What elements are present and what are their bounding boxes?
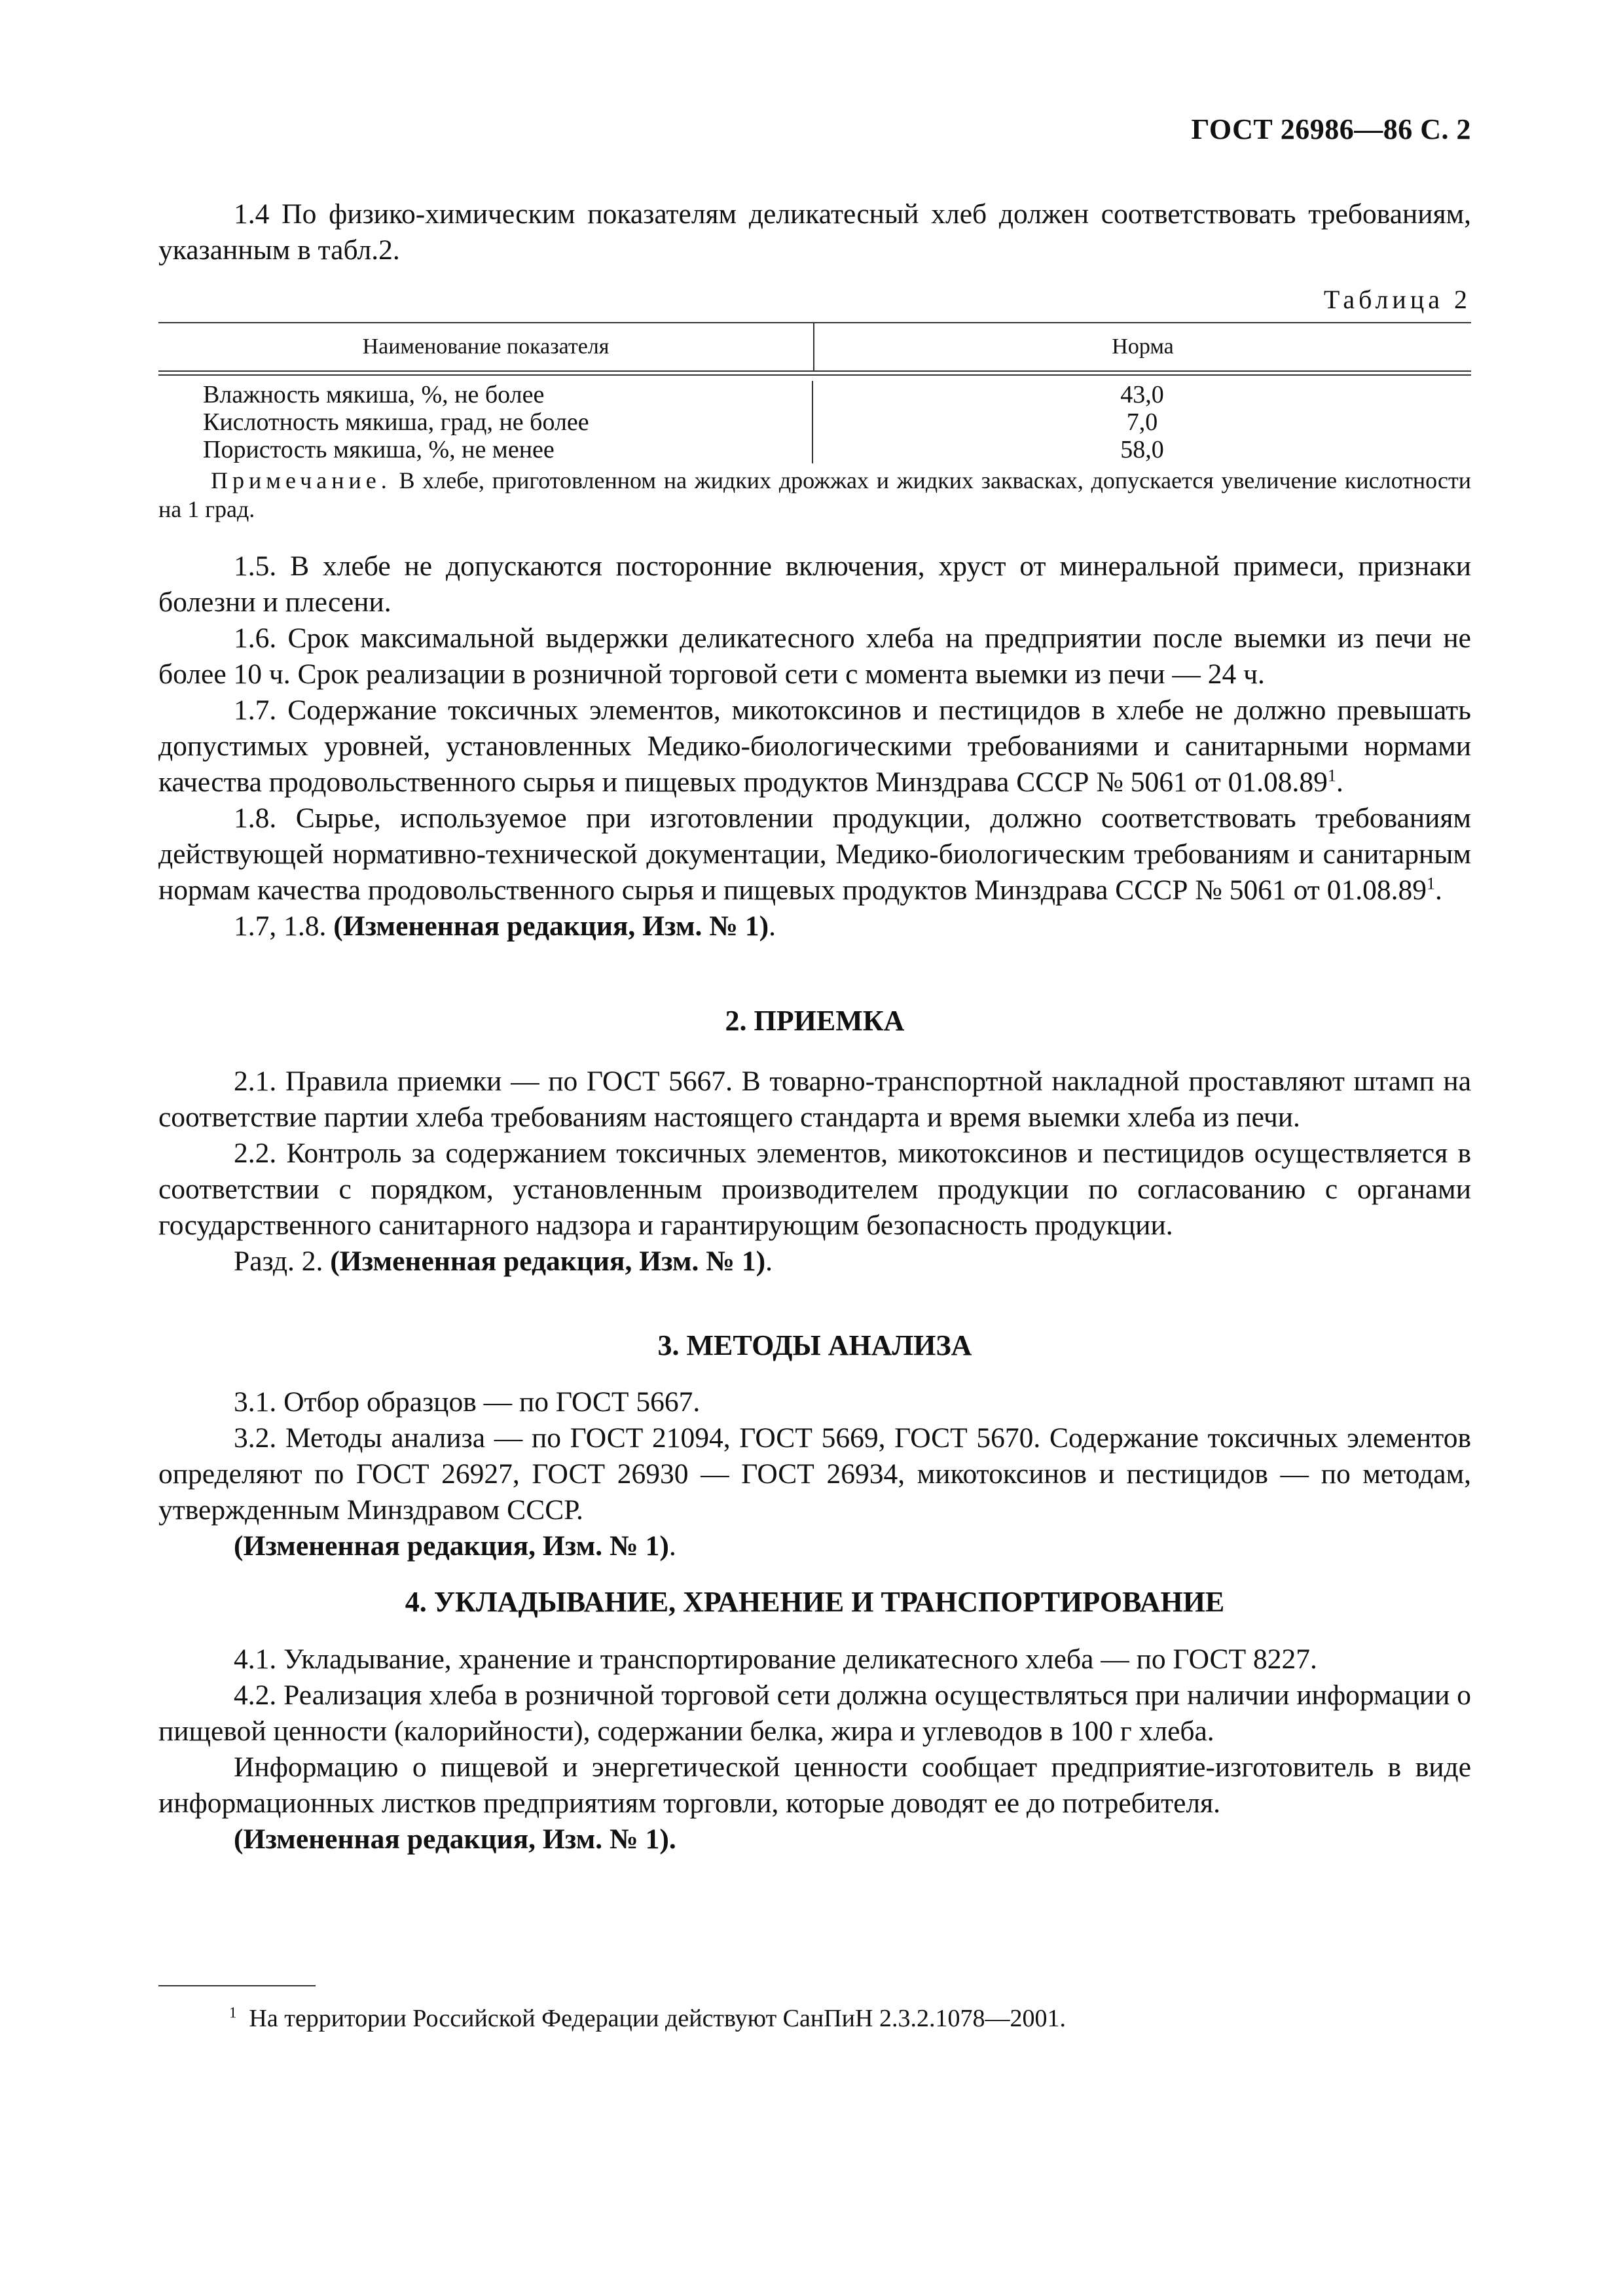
amendment-note bbox=[158, 1821, 1471, 1857]
section-3-title: 3. МЕТОДЫ АНАЛИЗА bbox=[657, 1329, 972, 1361]
table-row-value: 58,0 bbox=[1120, 436, 1164, 463]
section-3-body bbox=[158, 1384, 1471, 1564]
footnote-text: На территории Российской Федерации действуют СанПиН 2.3.2.1078—2001. bbox=[249, 2005, 1066, 2032]
section-2-body bbox=[158, 1064, 1471, 1280]
note-text: В хлебе, приготовленном на жидких дрожжах и жидких заквасках, допускается увеличение кислотности на 1 град. bbox=[158, 467, 1471, 522]
section-2-title: 2. ПРИЕМКА bbox=[725, 1005, 905, 1037]
section-1-body bbox=[158, 548, 1471, 944]
amendment-suffix: . bbox=[765, 1246, 773, 1277]
table-header-row bbox=[158, 323, 1471, 372]
paragraph-1-7-text: 1.7. Содержание токсичных элементов, микотоксинов и пестицидов в хлебе не должно превышать допустимых уровней, установленных Медико-биологическими требованиями и санитарными нормами качества продовольственного сырья и пищевых продуктов Минздрава СССР № 5061 от 01.08.89 bbox=[158, 694, 1471, 798]
amendment-bold: (Измененная редакция, Изм. № 1) bbox=[333, 910, 769, 942]
footnote-rule bbox=[158, 1985, 316, 1986]
section-4-title: 4. УКЛАДЫВАНИЕ, ХРАНЕНИЕ И ТРАНСПОРТИРОВАНИЕ bbox=[405, 1586, 1225, 1618]
table-row-name: Кислотность мякиша, град, не более bbox=[203, 408, 589, 436]
table-note bbox=[158, 466, 1471, 524]
paragraph-1-7: 1.7. Содержание токсичных элементов, микотоксинов и пестицидов в хлебе не должно превышать допустимых уровней, установленных Медико-биологическими требованиями и санитарными нормами качества продовольственного сырья и пищевых продуктов Минздрава СССР № 5061 от 01.08.89$^1$. bbox=[158, 694, 1471, 798]
paragraph-1-5: 1.5. В хлебе не допускаются посторонние включения, хруст от минеральной примеси, признаки болезни и плесени. bbox=[158, 550, 1471, 618]
page-header: ГОСТ 26986—86 С. 2 bbox=[1191, 113, 1471, 145]
footnote-ref: 1 bbox=[1426, 874, 1435, 893]
paragraph-1-4: 1.4 По физико-химическим показателям деликатесный хлеб должен соответствовать требованиям, указанным в табл.2. bbox=[158, 198, 1471, 266]
table-names-column bbox=[158, 381, 813, 463]
amendment-bold: (Измененная редакция, Изм. № 1) bbox=[330, 1246, 766, 1277]
note-label: Примечание. bbox=[211, 467, 392, 493]
table-row-value: 43,0 bbox=[1120, 381, 1164, 408]
paragraph-1-8-text: 1.8. Сырье, используемое при изготовлении продукции, должно соответствовать требованиям действующей нормативно-технической документации, Медико-биологическим требованиям и санитарным нормам качества продовольственного сырья и пищевых продуктов Минздрава СССР № 5061 от 01.08.89 bbox=[158, 802, 1471, 906]
paragraph-2-2: 2.2. Контроль за содержанием токсичных элементов, микотоксинов и пестицидов осуществляется в соответствии с порядком, установленным производителем продукции по согласованию с органами государственного санитарного надзора и гарантирующим безопасность продукции. bbox=[158, 1138, 1471, 1241]
table-header-name: Наименование показателя bbox=[158, 323, 814, 370]
footnote-ref: 1 bbox=[1327, 766, 1336, 785]
paragraph-3-1: 3.1. Отбор образцов — по ГОСТ 5667. bbox=[234, 1386, 701, 1418]
footnote-mark: 1 bbox=[229, 2004, 237, 2021]
table-2 bbox=[158, 322, 1471, 463]
amendment-bold: (Измененная редакция, Изм. № 1) bbox=[234, 1530, 669, 1562]
amendment-prefix: 1.7, 1.8. bbox=[234, 910, 334, 942]
section-2 bbox=[158, 1003, 1471, 1039]
table-values-column bbox=[813, 381, 1471, 463]
paragraph-4-2: 4.2. Реализация хлеба в розничной торговой сети должна осуществляться при наличии информации о пищевой ценности (калорийности), содержании белка, жира и углеводов в 100 г хлеба. bbox=[158, 1679, 1471, 1747]
amendment-note bbox=[158, 1528, 1471, 1564]
paragraph-3-2: 3.2. Методы анализа — по ГОСТ 21094, ГОСТ 5669, ГОСТ 5670. Содержание токсичных элементов определяют по ГОСТ 26927, ГОСТ 26930 — ГОСТ 26934, микотоксинов и пестицидов — по методам, утвержденным Минздравом СССР. bbox=[158, 1422, 1471, 1526]
amendment-note bbox=[158, 908, 1471, 944]
table-caption: Таблица 2 bbox=[1323, 285, 1471, 314]
table-row-name: Влажность мякиша, %, не более bbox=[203, 381, 545, 408]
paragraph-4-3: Информацию о пищевой и энергетической ценности сообщает предприятие-изготовитель в виде информационных листков предприятиям торговли, которые доводят ее до потребителя. bbox=[158, 1751, 1471, 1819]
amendment-note bbox=[158, 1244, 1471, 1280]
paragraph-1-8: 1.8. Сырье, используемое при изготовлении продукции, должно соответствовать требованиям действующей нормативно-технической документации, Медико-биологическим требованиям и санитарным нормам качества продовольственного сырья и пищевых продуктов Минздрава СССР № 5061 от 01.08.89$^1$. bbox=[158, 802, 1471, 906]
table-row-value: 7,0 bbox=[1126, 408, 1158, 436]
section-4-body bbox=[158, 1641, 1471, 1857]
amendment-prefix: Разд. 2. bbox=[234, 1246, 331, 1277]
footnote bbox=[229, 2004, 1066, 2033]
amendment-suffix: . bbox=[668, 1530, 676, 1562]
table-header-norm: Норма bbox=[1112, 334, 1174, 359]
paragraph-2-1: 2.1. Правила приемки — по ГОСТ 5667. В товарно-транспортной накладной проставляют штамп на соответствие партии хлеба требованиям настоящего стандарта и время выемки хлеба из печи. bbox=[158, 1066, 1471, 1133]
amendment-suffix: . bbox=[769, 910, 776, 942]
paragraph-1-6: 1.6. Срок максимальной выдержки деликатесного хлеба на предприятии после выемки из печи не более 10 ч. Срок реализации в розничной торговой сети с момента выемки из печи — 24 ч. bbox=[158, 622, 1471, 690]
table-body bbox=[158, 372, 1471, 463]
section-4 bbox=[158, 1584, 1471, 1620]
section-1-intro bbox=[158, 196, 1471, 268]
paragraph-4-1: 4.1. Укладывание, хранение и транспортирование деликатесного хлеба — по ГОСТ 8227. bbox=[234, 1643, 1317, 1675]
table-row-name: Пористость мякиша, %, не менее bbox=[203, 436, 555, 463]
amendment-bold: (Измененная редакция, Изм. № 1). bbox=[234, 1823, 676, 1855]
section-3 bbox=[158, 1327, 1471, 1363]
